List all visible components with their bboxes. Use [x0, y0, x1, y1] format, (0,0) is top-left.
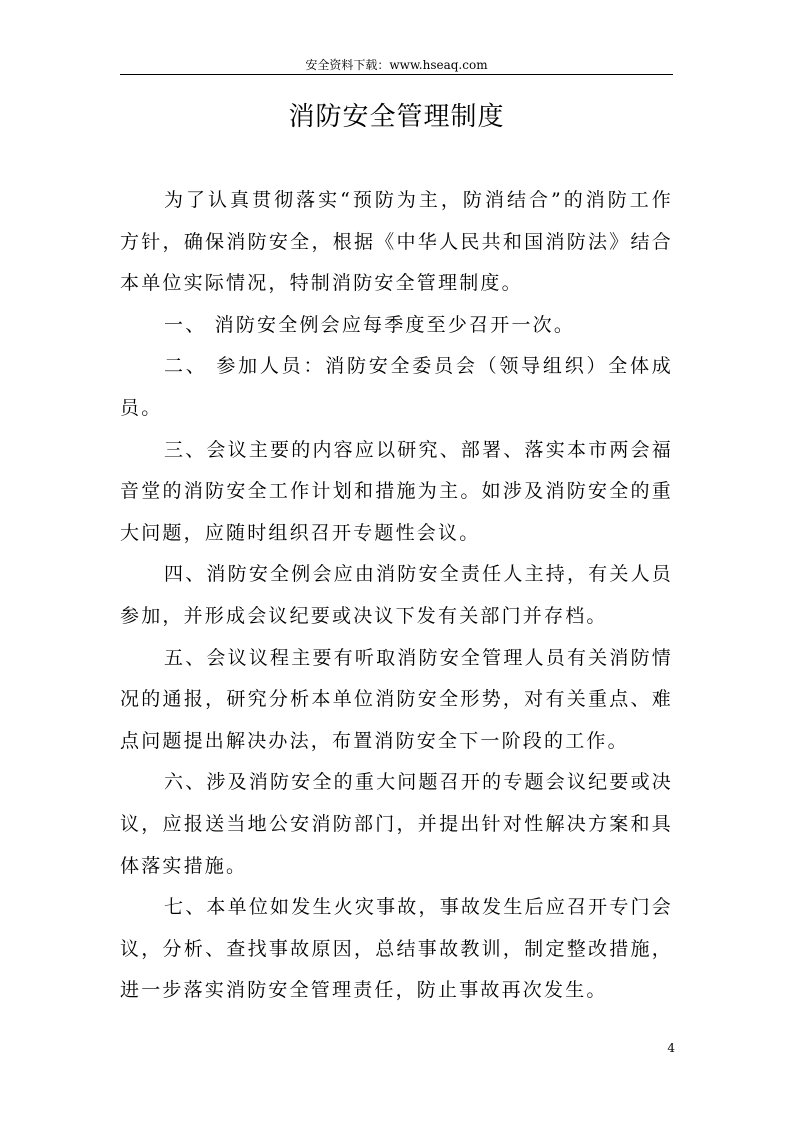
paragraph-intro: 为了认真贯彻落实“预防为主，防消结合”的消防工作方针，确保消防安全，根据《中华人民共和国消防法》结合本单位实际情况，特制消防安全管理制度。	[120, 189, 673, 295]
document-title: 消防安全管理制度	[288, 102, 505, 132]
paragraph-item-1: 一、 消防安全例会应每季度至少召开一次。	[164, 313, 576, 336]
header-text: 安全资料下载：www.hseaq.com	[305, 58, 488, 72]
paragraph-item-7: 七、本单位如发生火灾事故，事故发生后应召开专门会议，分析、查找事故原因，总结事故教训，制定整改措施，进一步落实消防安全管理责任，防止事故再次发生。	[120, 896, 673, 1002]
document-body	[120, 180, 673, 1012]
paragraph-item-6: 六、涉及消防安全的重大问题召开的专题会议纪要或决议，应报送当地公安消防部门，并提出针对性解决方案和具体落实措施。	[120, 771, 673, 877]
paragraph-item-2: 二、 参加人员：消防安全委员会（领导组织）全体成员。	[120, 355, 673, 419]
paragraph-item-4: 四、消防安全例会应由消防安全责任人主持，有关人员参加，并形成会议纪要或决议下发有关部门并存档。	[120, 563, 673, 627]
page-number: 4	[667, 1041, 675, 1055]
page-header	[120, 56, 673, 75]
paragraph-item-5: 五、会议议程主要有听取消防安全管理人员有关消防情况的通报，研究分析本单位消防安全形势，对有关重点、难点问题提出解决办法，布置消防安全下一阶段的工作。	[120, 646, 673, 752]
paragraph-item-3: 三、会议主要的内容应以研究、部署、落实本市两会福音堂的消防安全工作计划和措施为主。如涉及消防安全的重大问题，应随时组织召开专题性会议。	[120, 438, 673, 544]
